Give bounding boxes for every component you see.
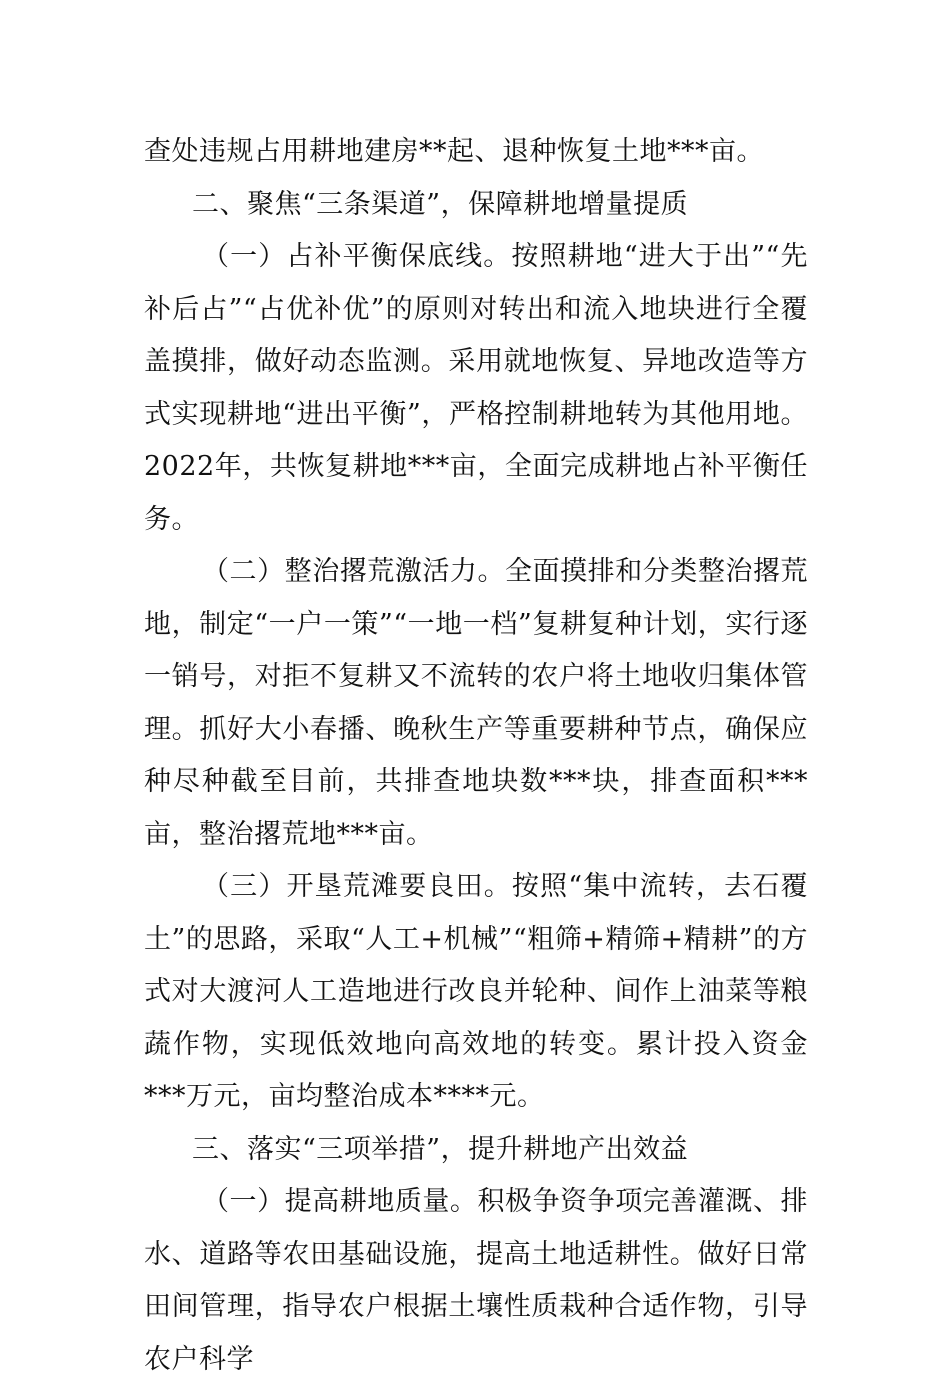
document-body xyxy=(144,126,808,1386)
paragraph-2-3: （三）开垦荒滩要良田。按照“集中流转，去石覆土”的思路，采取“人工+机械”“粗筛+精筛+精耕”的方式对大渡河人工造地进行改良并轮种、间作上油菜等粮蔬作物，实现低效地向高效地的转变。累计投入资金***万元，亩均整治成本****元。 xyxy=(144,871,808,1112)
paragraph-continuation: 查处违规占用耕地建房**起、退种恢复土地***亩。 xyxy=(144,136,764,167)
section-heading-2: 二、聚焦“三条渠道”，保障耕地增量提质 xyxy=(192,188,689,220)
paragraph-3-1: （一）提高耕地质量。积极争资争项完善灌溉、排水、道路等农田基础设施，提高土地适耕性。做好日常田间管理，指导农户根据土壤性质栽种合适作物，引导农户科学 xyxy=(144,1186,808,1375)
paragraph-2-1: （一）占补平衡保底线。按照耕地“进大于出”“先补后占”“占优补优”的原则对转出和流入地块进行全覆盖摸排，做好动态监测。采用就地恢复、异地改造等方式实现耕地“进出平衡”，严格控制耕地转为其他用地。2022年，共恢复耕地***亩，全面完成耕地占补平衡任务。 xyxy=(144,241,808,535)
paragraph-2-2: （二）整治撂荒激活力。全面摸排和分类整治撂荒地，制定“一户一策”“一地一档”复耕复种计划，实行逐一销号，对拒不复耕又不流转的农户将土地收归集体管理。抓好大小春播、晚秋生产等重要耕种节点，确保应种尽种截至目前，共排查地块数***块，排查面积***亩，整治撂荒地***亩。 xyxy=(144,556,808,850)
section-heading-3: 三、落实“三项举措”，提升耕地产出效益 xyxy=(192,1133,689,1165)
